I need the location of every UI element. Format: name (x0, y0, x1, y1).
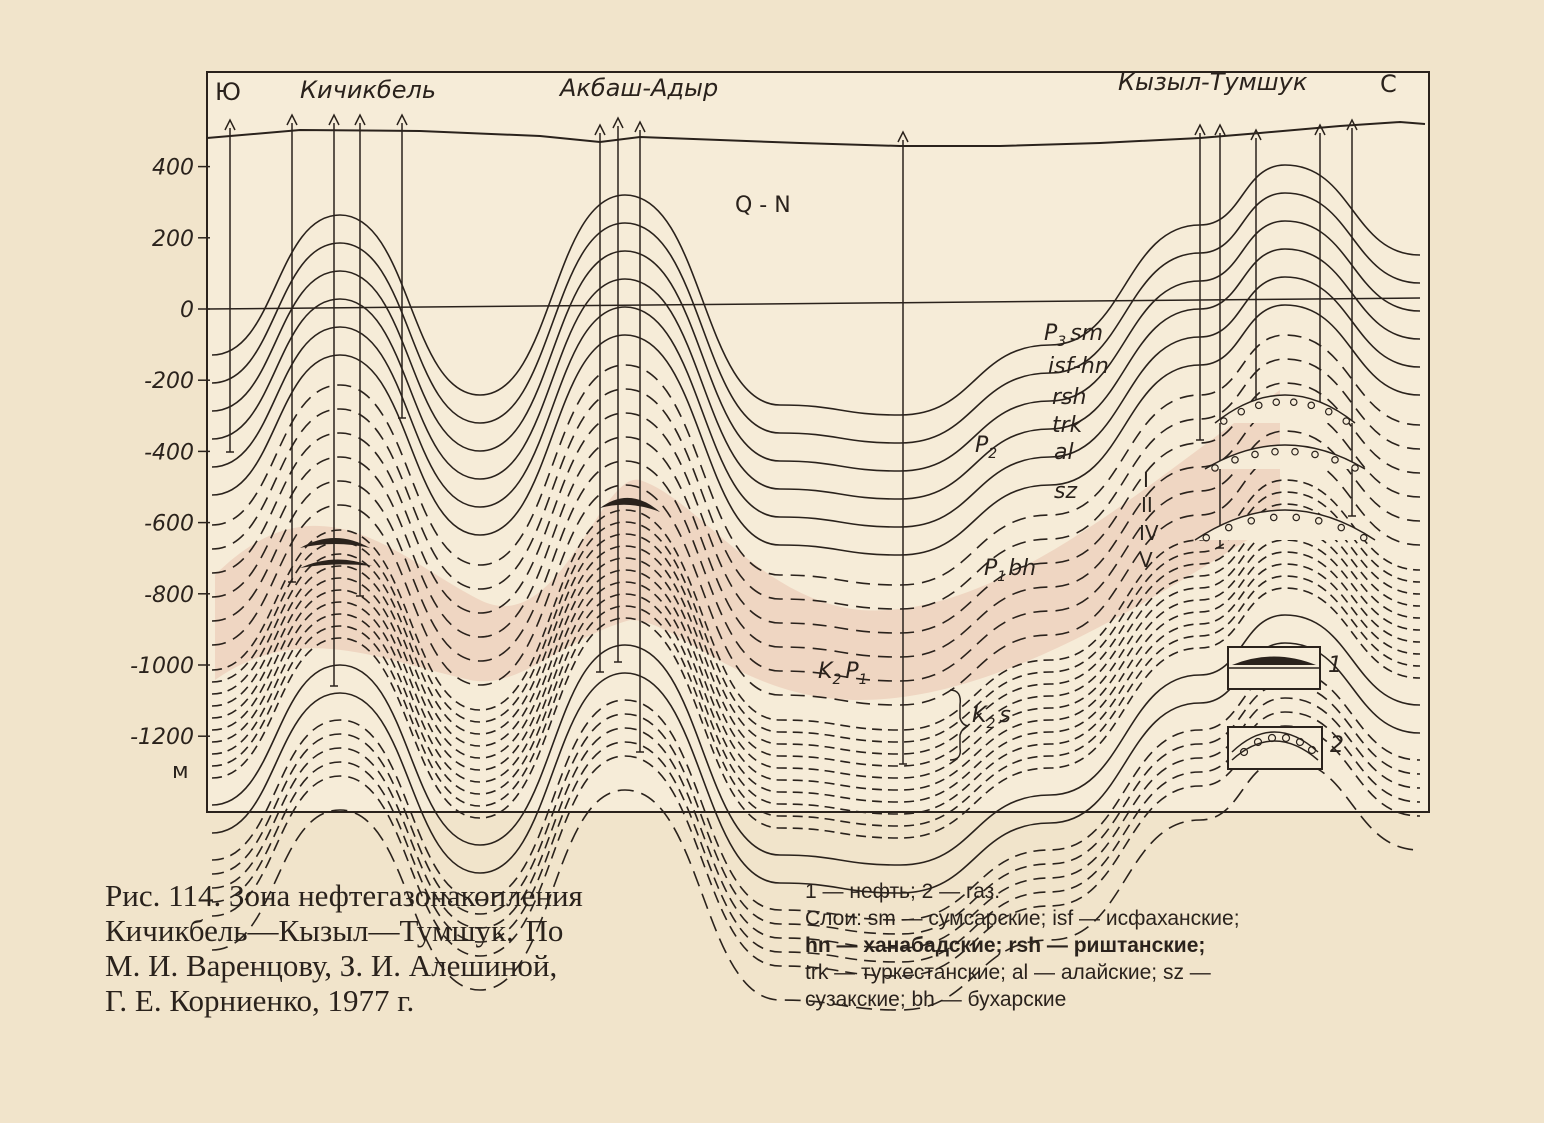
depth-tick-label: -200 (144, 369, 194, 395)
caption-line-3: М. И. Варенцову, З. И. Алешиной, (105, 948, 558, 983)
unit-label-p3sm (1044, 321, 1103, 350)
svg-text:K2P1: $K_2$ $P_1$ (818, 659, 868, 688)
legend-box-gas (1228, 727, 1322, 769)
depth-tick-label: -400 (144, 440, 194, 466)
svg-text:P2: $P_2$ (975, 433, 998, 462)
svg-text:IV: IV (1139, 521, 1159, 545)
north-label: С (1380, 70, 1397, 98)
svg-text:I: I (1143, 468, 1149, 492)
depth-axis (130, 156, 210, 751)
svg-text:K2s: $K_2$ s (972, 703, 1011, 732)
svg-text:P3sm: $P_3$ sm (1044, 321, 1104, 350)
caption-line-4: Г. Е. Корниенко, 1977 г. (105, 983, 415, 1018)
depth-tick-label: 400 (152, 155, 194, 181)
south-label: Ю (215, 78, 241, 106)
legend-line-3: hn — ханабадские; rsh — риштанские; (805, 934, 1206, 957)
unit-label-isf-hn: isf-hn (1048, 354, 1109, 379)
legend-line-4: trk — туркестанские; al — алайские; sz — (805, 961, 1211, 984)
field-label-akbash-adyr: Акбаш-Адыр (560, 74, 719, 102)
legend-oil-number: 1 (1328, 653, 1342, 678)
svg-text:P1bh: $P_1bh$ (984, 556, 1037, 585)
field-label-kyzyl-tumshuk: Кызыл-Тумшук (1118, 68, 1308, 96)
unit-label-rsh: rsh (1052, 385, 1087, 410)
figure-caption (105, 878, 745, 1018)
unit-label-al: al (1054, 440, 1074, 465)
unit-label-p1bh (984, 556, 1036, 585)
figure-legend (805, 878, 1437, 1013)
legend-gas-number: 2 (1330, 733, 1344, 758)
depth-tick-label: -1000 (130, 654, 194, 679)
caption-line-2: Кичикбель—Кызыл—Тумшук. По (105, 913, 564, 948)
depth-tick-label: -800 (144, 582, 194, 608)
svg-text:V: V (1139, 548, 1153, 572)
unit-label-sz: sz (1054, 479, 1078, 504)
field-label-kichikbel: Кичикбель (300, 76, 436, 104)
depth-tick-label: -600 (144, 511, 194, 537)
depth-tick-label: 200 (152, 226, 194, 252)
legend-line-1: 1 — нефть; 2 — газ. (805, 880, 1001, 903)
unit-label-trk: trk (1052, 413, 1083, 438)
depth-unit: м (172, 759, 189, 784)
legend-line-5: сузакские; bh — бухарские (805, 988, 1067, 1011)
legend-line-2: Слои: sm — сумсарские; isf — исфаханские; (805, 907, 1240, 930)
unit-label-qn: Q - N (735, 193, 791, 218)
caption-line-1: Рис. 114. Зона нефтегазонакопления (105, 878, 583, 913)
svg-text:II: II (1141, 493, 1153, 517)
depth-tick-label: -1200 (130, 725, 194, 751)
depth-tick-label: 0 (180, 298, 194, 323)
